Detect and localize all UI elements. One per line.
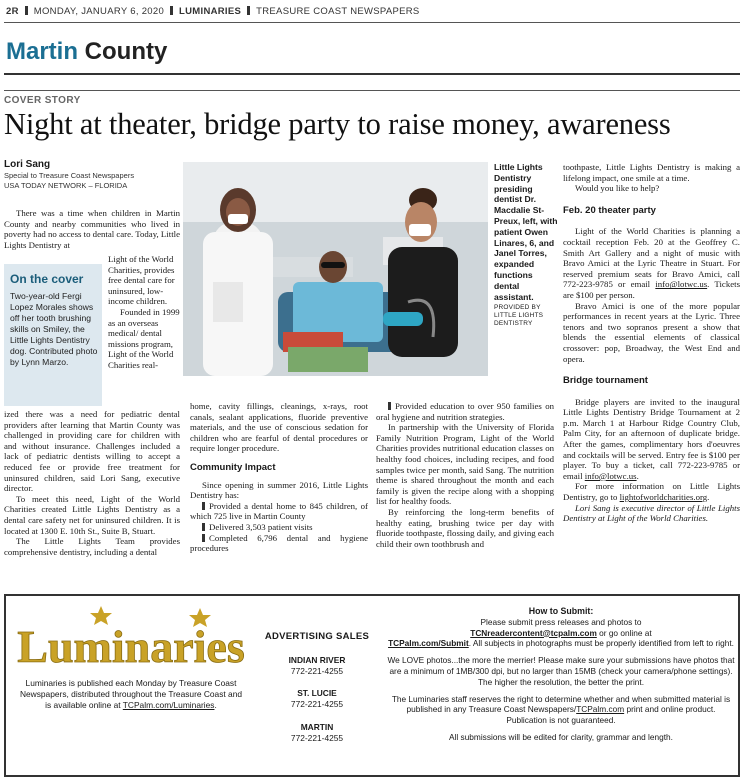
ad-office-phone: 772-221-4255 bbox=[290, 733, 344, 743]
author-note: Lori Sang is executive director of Little Lights Dentistry at Light of the World Charities. bbox=[563, 502, 740, 524]
ad-office bbox=[262, 655, 372, 677]
subhead-community-impact: Community Impact bbox=[190, 461, 276, 473]
luminaries-logo bbox=[16, 604, 246, 674]
ad-office-phone: 772-221-4255 bbox=[290, 666, 344, 676]
article-paragraph: home, cavity fillings, cleanings, x-rays, root canals, sealant applications, fluoride preventive materials, and the use of conscious sedation for children who are fearful of dental procedures or require longer procedure. bbox=[190, 401, 368, 454]
article-paragraph: To meet this need, Light of the World Charities created Little Lights Dentistry as a dental care safety net for uninsured children. It is located at 1300 E. 10th St., Suite B, Stuart. bbox=[4, 493, 180, 536]
ad-office bbox=[262, 722, 372, 744]
page-header bbox=[6, 6, 420, 17]
tcpalm-link[interactable]: TCPalm.com bbox=[576, 704, 625, 715]
luminaries-description bbox=[16, 678, 246, 711]
article-paragraph: In partnership with the University of Florida Family Nutrition Program, Light of the World Charities provides nutritional education classes on healthy food choices, including recipes, and food samples twice per month, said Sang. The nutrition theme is shared throughout the month and each family is given the recipe along with a shopping list for healthy foods. bbox=[376, 422, 554, 507]
article-paragraph: By reinforcing the long-term benefits of healthy eating, brushing twice per day with fluoride toothpaste, flossing daily, and giving each child their own toothbrush and bbox=[376, 506, 554, 549]
bullet-item: Delivered 3,503 patient visits bbox=[209, 521, 313, 532]
submit-text: . All subjects in photographs must be properly identified from left to right. bbox=[468, 638, 734, 649]
text-span: Light of the World Charities is planning a cocktail reception Feb. 20 at the Geoffrey C. Smith Art Gallery and a night of music with Bravo Amici at the Lyric Theatre in Stuart. For reserved premium seats for Bravo Amici, call 772-223-9785 or email bbox=[563, 226, 740, 290]
article-col1-narrow bbox=[108, 254, 180, 371]
article-col1-bottom bbox=[4, 409, 180, 557]
ad-office-name: ST. LUCIE bbox=[297, 688, 337, 698]
subhead-theater-party: Feb. 20 theater party bbox=[563, 204, 656, 216]
byline-line1: Special to Treasure Coast Newspapers bbox=[4, 171, 135, 180]
kicker-rule bbox=[4, 90, 740, 91]
text-span: For more information on Little Lights Dentistry, go to bbox=[563, 481, 740, 503]
bullet-icon bbox=[202, 523, 205, 531]
how-to-submit bbox=[386, 606, 736, 749]
ad-office bbox=[262, 688, 372, 710]
how-to-submit-title: How to Submit: bbox=[528, 606, 594, 616]
photo-illustration bbox=[183, 162, 488, 376]
photo-caption-text: Little Lights Dentistry presiding dentist Dr. Macdalie St-Preux, left, with patient Owen Linares, 6, and Janel Torres, expanded functions dental assistant. bbox=[494, 162, 558, 302]
bullet-item: Provided a dental home to 845 children, of which 725 live in Martin County bbox=[190, 500, 368, 522]
text-span: . bbox=[707, 492, 710, 503]
headline: Night at theater, bridge party to raise money, awareness bbox=[4, 107, 671, 141]
bullet-icon bbox=[202, 534, 205, 542]
publisher-name: TREASURE COAST NEWSPAPERS bbox=[256, 6, 420, 17]
luminaries-desc-text: Luminaries is published each Monday by Treasure Coast Newspapers, distributed throughout the Treasure Coast and is available online at bbox=[19, 678, 243, 710]
bullet-item: Completed 6,796 dental and hygiene procedures bbox=[190, 532, 368, 554]
section-name: LUMINARIES bbox=[179, 6, 242, 17]
section-title-part2: County bbox=[84, 38, 168, 65]
submit-text: Please submit press releases and photos to bbox=[480, 616, 642, 627]
subhead-bridge-tournament: Bridge tournament bbox=[563, 375, 648, 387]
article-col3 bbox=[376, 401, 554, 549]
bullet-icon bbox=[388, 402, 391, 410]
ad-office-phone: 772-221-4255 bbox=[290, 699, 344, 709]
article-paragraph: Founded in 1999 as an overseas medical/ dental missions program, Light of the World Charities real- bbox=[108, 306, 180, 370]
submit-text: print and online product. Publication is not guaranteed. bbox=[506, 704, 716, 726]
bullet-item: Provided education to over 950 families on oral hygiene and nutrition strategies. bbox=[376, 401, 554, 422]
byline-line2: USA TODAY NETWORK – FLORIDA bbox=[4, 181, 128, 190]
luminaries-link[interactable]: TCPalm.com/Luminaries bbox=[122, 700, 215, 710]
website-link[interactable]: lightofworldcharities.org bbox=[619, 492, 708, 503]
article-paragraph: Light of the World Charities, provides free dental care for uninsured, low-income children. bbox=[108, 254, 175, 307]
section-rule bbox=[4, 73, 740, 75]
submit-email-link[interactable]: TCNreadercontent@tcpalm.com bbox=[470, 627, 597, 638]
article-paragraph: Since opening in summer 2016, Little Lights Dentistry has: bbox=[190, 479, 368, 501]
article-col4 bbox=[563, 162, 740, 524]
article-paragraph: The Little Lights Team provides comprehensive dentistry, including a dental bbox=[4, 536, 180, 557]
on-the-cover-text: Two-year-old Fergi Lopez Morales shows off her tooth brushing skills on Smiley, the Little Lights Dentistry dog. Contributed photo by Lynn Marzo. bbox=[10, 291, 98, 367]
text-span: Bridge players are invited to the inaugural Little Lights Dentistry Bridge Tournament at 2 p.m. March 1 at Harbour Ridge Country Club, Palm City, for an afternoon of duplicate bridge. After the games, complimentary hors d'oeuvres and cocktails will be served. Entry fee is $100 per player. To buy a ticket, call 772-223-9785 or email bbox=[563, 396, 740, 481]
text-span: . Tickets are $100 per person. bbox=[563, 279, 740, 300]
on-the-cover-box bbox=[4, 264, 102, 406]
header-rule bbox=[4, 22, 740, 23]
issue-date: MONDAY, JANUARY 6, 2020 bbox=[33, 6, 165, 17]
bullet-icon bbox=[202, 502, 205, 510]
submit-text: The Luminaries staff reserves the right to determine whether and when submitted material is published in any Treasure Coast Newspapers/ bbox=[391, 693, 731, 715]
luminaries-desc-end: . bbox=[214, 700, 217, 710]
luminaries-logo-graphic bbox=[16, 604, 246, 674]
byline-name: Lori Sang bbox=[4, 159, 51, 170]
advertising-sales-title: ADVERTISING SALES bbox=[264, 631, 370, 642]
article-paragraph: Bravo Amici is one of the more popular performances in recent years at the Lyric. Three tenors and two sopranos present a show that blends the essential elements of classical crossover: pop, Broadway, the West End and opera. bbox=[563, 300, 740, 364]
article-paragraph: Would you like to help? bbox=[575, 183, 660, 194]
submit-photos-text: We LOVE photos...the more the merrier! Please make sure your submissions have photos that are a minimum of 1MB/300 dpi, but no larger than 15MB (check your camera/phone settings). The higher the resolution, the better the print. bbox=[387, 655, 735, 687]
text-span: . bbox=[636, 470, 639, 481]
article-col1-top bbox=[4, 208, 180, 250]
byline-affiliation bbox=[4, 171, 134, 191]
email-link[interactable]: info@lotwc.us bbox=[655, 279, 708, 290]
photo-caption bbox=[494, 162, 558, 328]
article-paragraph: ized there was a need for pediatric dental providers after learning that Martin County was challenged in providing care for children with and without insurance. Challenges included a lack of pediatric dentists willing to accept a reduced fee or provide free treatment for uninsured children, said Lori Sang, executive director. bbox=[4, 409, 180, 494]
section-title-part1: Martin bbox=[6, 38, 78, 65]
article-col2 bbox=[190, 401, 368, 554]
submit-url-link[interactable]: TCPalm.com/Submit bbox=[388, 638, 469, 649]
dentist-photo bbox=[183, 162, 488, 376]
ad-office-name: INDIAN RIVER bbox=[288, 655, 346, 665]
article-paragraph: There was a time when children in Martin County and nearby communities who lived in poverty had no access to dental care. Today, Little Lights Dentistry at bbox=[4, 208, 180, 250]
page-number: 2R bbox=[6, 6, 19, 17]
on-the-cover-title: On the cover bbox=[10, 272, 84, 286]
submit-editing-note: All submissions will be edited for clarity, grammar and length. bbox=[449, 731, 673, 742]
email-link[interactable]: info@lotwc.us bbox=[584, 470, 637, 481]
section-title bbox=[6, 38, 167, 66]
photo-credit: PROVIDED BY LITTLE LIGHTS DENTISTRY bbox=[494, 304, 544, 328]
kicker: COVER STORY bbox=[4, 95, 81, 106]
article-paragraph: toothpaste, Little Lights Dentistry is making a lifelong impact, one smile at a time. bbox=[563, 162, 740, 183]
luminaries-logo-text: Luminaries bbox=[17, 621, 245, 672]
ad-office-name: MARTIN bbox=[300, 722, 334, 732]
submit-text: or go online at bbox=[599, 627, 652, 638]
